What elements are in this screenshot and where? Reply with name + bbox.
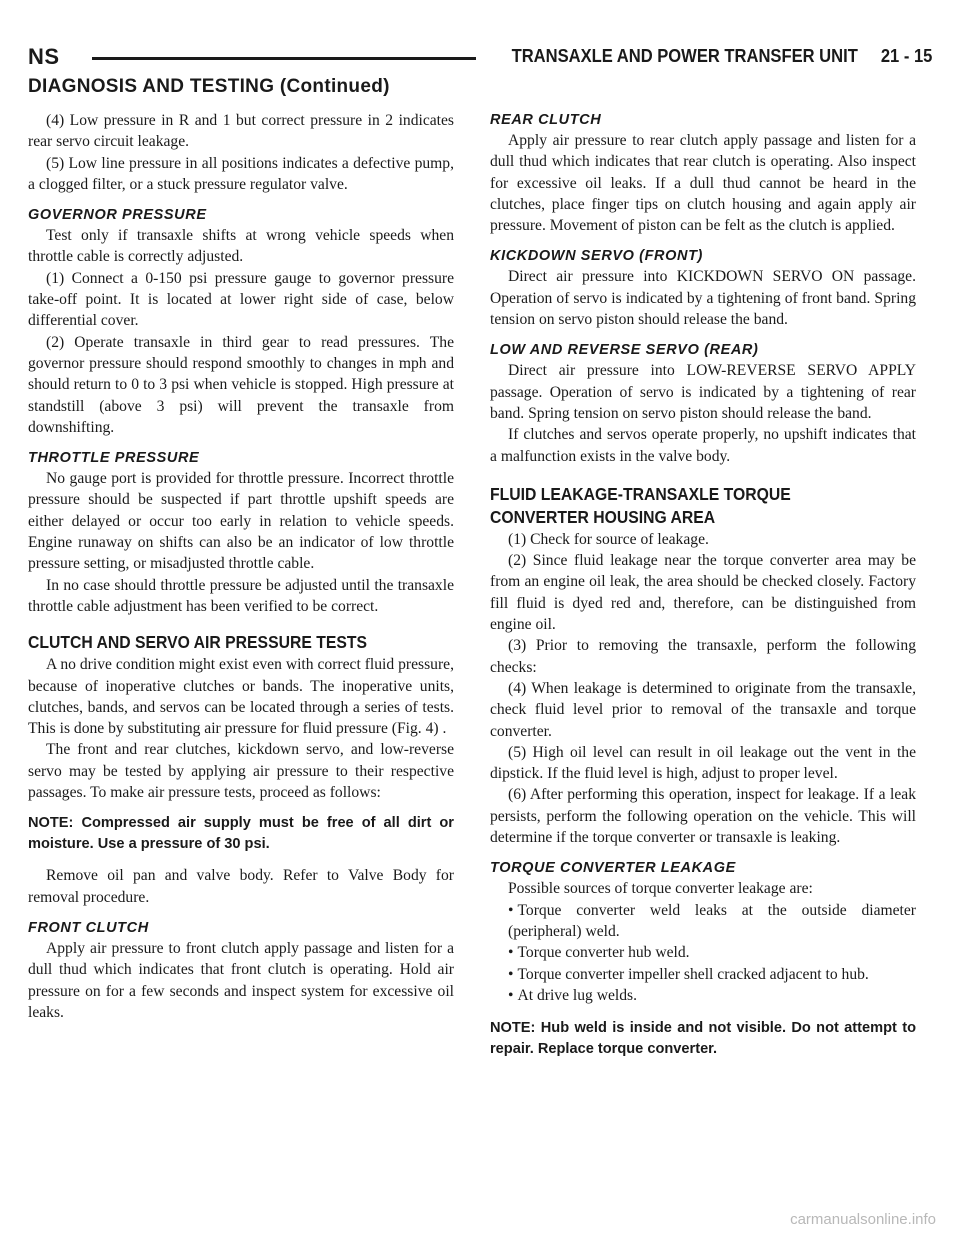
bullet-item [490,985,916,1006]
paragraph: Direct air pressure into KICKDOWN SERVO ON passage. Operation of servo is indicated by a tightening of front band. Spring tension on servo piston should release the band. [490,268,916,329]
paragraph: Direct air pressure into LOW-REVERSE SERVO APPLY passage. Operation of servo is indicated by a tightening of rear band. Spring tension on servo piston should release the band. [490,362,916,422]
bullet-item [490,942,916,963]
bullet-icon: • [508,965,514,983]
subheading-torque-converter-leakage: TORQUE CONVERTER LEAKAGE [490,860,736,877]
section-heading: DIAGNOSIS AND TESTING (Continued) [28,76,390,97]
paragraph: (6) After performing this operation, inspect for leakage. If a leak persists, perform the following operation on the vehicle. This will determine if the torque converter or transaxle is leaking. [490,786,916,847]
heading-fluid-leakage-line1: FLUID LEAKAGE-TRANSAXLE TORQUE [490,483,791,504]
watermark: carmanualsonline.info [790,1211,936,1228]
paragraph: (5) High oil level can result in oil leakage out the vent in the dipstick. If the fluid level is high, adjust to proper level. [490,743,916,783]
paragraph: In no case should throttle pressure be adjusted until the transaxle throttle cable adjustment has been verified to be correct. [28,576,454,615]
subheading-front-clutch: FRONT CLUTCH [28,919,149,936]
paragraph: Remove oil pan and valve body. Refer to Valve Body for removal procedure. [28,867,454,906]
paragraph: (4) When leakage is determined to originate from the transaxle, check fluid level prior to removal of the transaxle and torque converter. [490,679,916,740]
paragraph: (1) Connect a 0-150 psi pressure gauge to governor pressure take-off point. It is located at lower right side of case, below differential cover. [28,269,454,330]
paragraph: (5) Low line pressure in all positions indicates a defective pump, a clogged filter, or a stuck pressure regulator valve. [28,154,454,193]
header-rule [92,57,476,60]
left-column [28,110,454,1023]
subheading-kickdown-servo: KICKDOWN SERVO (FRONT) [490,248,703,265]
page-header [28,38,932,72]
bullet-text: At drive lug welds. [517,986,638,1004]
bullet-text: Torque converter weld leaks at the outside diameter (peripheral) weld. [508,901,916,940]
paragraph: (2) Operate transaxle in third gear to read pressures. The governor pressure should respond smoothly to changes in mph and should return to 0 to 3 psi when vehicle is stopped. High pressure at standstill (above 3 psi) will prevent the transaxle from downshifting. [28,333,454,436]
paragraph: A no drive condition might exist even with correct fluid pressure, because of inoperative clutches or bands. The inoperative units, clutches, bands, and servos can be located through a series of tests. This is done by substituting air pressure for fluid pressure (Fig. 4) . [28,656,454,738]
bullet-item [490,900,916,943]
bullet-text: Torque converter hub weld. [517,944,690,962]
paragraph: Possible sources of torque converter leakage are: [508,880,813,898]
paragraph: No gauge port is provided for throttle pressure. Incorrect throttle pressure should be suspected if part throttle upshift speeds are either delayed or occur too early in relation to vehicle speeds. Engine runaway on shifts can also be an indicator of low throttle pressure setting, or misadjusted throttle cable. [28,470,454,573]
paragraph: (1) Check for source of leakage. [508,530,709,548]
header-title: TRANSAXLE AND POWER TRANSFER UNIT 21 - 15 [511,46,932,66]
paragraph: Apply air pressure to front clutch apply passage and listen for a dull thud which indicates that front clutch is operating. Hold air pressure on for a few seconds and inspect system for excessive oil leaks. [28,939,454,1021]
note-compressed-air: NOTE: Compressed air supply must be free of all dirt or moisture. Use a pressure of 30 psi. [28,815,454,853]
bullet-icon: • [508,901,514,919]
subheading-governor-pressure: GOVERNOR PRESSURE [28,207,207,224]
paragraph: (2) Since fluid leakage near the torque converter area may be from an engine oil leak, the area should be checked closely. Factory fill fluid is dyed red and, therefore, can be distinguished from engine oil. [490,552,916,634]
paragraph: (3) Prior to removing the transaxle, perform the following checks: [490,637,916,676]
bullet-icon: • [508,986,514,1004]
paragraph: Apply air pressure to rear clutch apply passage and listen for a dull thud which indicates that rear clutch is operating. Also inspect for excessive oil leaks. If a dull thud cannot be heard in the clutches, place finger tips on clutch housing and again apply air pressure. Movement of piston can be felt as the clutch is applied. [490,132,916,235]
paragraph: (4) Low pressure in R and 1 but correct pressure in 2 indicates rear servo circuit leakage. [28,112,454,151]
heading-fluid-leakage-line2: CONVERTER HOUSING AREA [490,506,716,527]
subheading-low-reverse-servo: LOW AND REVERSE SERVO (REAR) [490,342,759,359]
subheading-rear-clutch: REAR CLUTCH [490,112,602,128]
paragraph: Test only if transaxle shifts at wrong vehicle speeds when throttle cable is correctly adjusted. [28,227,454,266]
subheading-throttle-pressure: THROTTLE PRESSURE [28,450,200,467]
bullet-item [490,964,916,985]
right-column [490,110,916,1070]
bullet-icon: • [508,944,514,962]
heading-clutch-servo-tests: CLUTCH AND SERVO AIR PRESSURE TESTS [28,632,367,653]
paragraph: The front and rear clutches, kickdown servo, and low-reverse servo may be tested by applying air pressure to their respective passages. To make air pressure tests, proceed as follows: [28,741,454,802]
bullet-text: Torque converter impeller shell cracked adjacent to hub. [517,965,869,983]
note-hub-weld: NOTE: Hub weld is inside and not visible. Do not attempt to repair. Replace torque converter. [490,1020,916,1058]
paragraph: If clutches and servos operate properly, no upshift indicates that a malfunction exists in the valve body. [490,426,916,465]
header-ns: NS [28,44,60,69]
